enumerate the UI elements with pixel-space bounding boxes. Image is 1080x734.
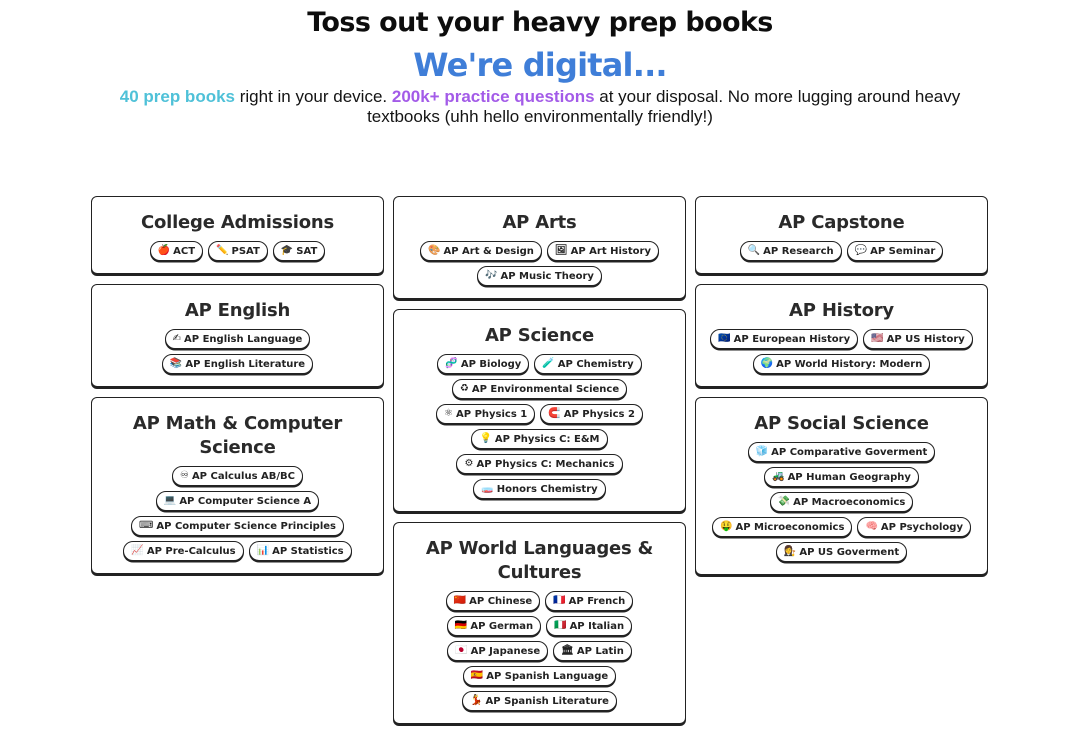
chip-label: AP Computer Science Principles (156, 520, 336, 532)
chip-list (400, 241, 679, 286)
description-text-2: at your disposal. No more lugging around heavy textbooks (uhh hello environmentally friendly!) (367, 87, 961, 126)
chip-label: ACT (173, 245, 196, 257)
judge-icon: 👩‍⚖️ (783, 546, 797, 557)
course-chip-ap-seminar[interactable] (847, 241, 944, 261)
magnet-icon: 🧲 (548, 408, 561, 419)
chip-label: AP French (568, 595, 626, 607)
category-card-ap-social-science (695, 397, 988, 575)
highlight-prep-books: 40 prep books (119, 87, 235, 106)
chip-label: AP Physics 1 (456, 408, 528, 420)
description-text-1: right in your device. (235, 87, 392, 106)
chip-list (400, 354, 679, 499)
chip-label: AP Macroeconomics (793, 496, 906, 508)
chip-label: AP Environmental Science (471, 383, 620, 395)
course-chip-ap-physics-2[interactable] (540, 404, 643, 424)
chip-label: AP Human Geography (787, 471, 911, 483)
course-chip-ap-microeconomics[interactable] (712, 517, 852, 537)
cube-icon: 🧊 (755, 446, 769, 457)
chip-label: AP Art History (570, 245, 651, 257)
course-chip-ap-european-history[interactable] (710, 329, 858, 349)
italy-flag-icon: 🇮🇹 (554, 620, 567, 631)
apple-icon: 🍎 (157, 245, 171, 256)
course-chip-ap-french[interactable] (545, 591, 633, 611)
category-card-ap-arts (393, 196, 686, 299)
chip-label: AP Chinese (469, 595, 533, 607)
chip-label: AP Microeconomics (735, 521, 845, 533)
category-card-college-admissions (91, 196, 384, 274)
gear-icon: ⚙ (464, 458, 474, 469)
chip-list (98, 329, 377, 374)
dna-icon: 🧬 (445, 358, 458, 369)
course-chip-act[interactable] (150, 241, 203, 261)
course-chip-ap-statistics[interactable] (249, 541, 352, 561)
recycle-icon: ♻ (459, 383, 469, 394)
us-flag-icon: 🇺🇸 (871, 333, 884, 344)
course-chip-ap-art-and-design[interactable] (420, 241, 542, 261)
chip-label: AP Latin (576, 645, 624, 657)
chip-list (400, 591, 679, 711)
course-chip-ap-psychology[interactable] (857, 517, 971, 537)
germany-flag-icon: 🇩🇪 (454, 620, 468, 631)
laptop-icon: 💻 (163, 495, 177, 506)
category-title: AP Science (484, 325, 595, 346)
category-title: AP Social Science (754, 413, 929, 434)
course-chip-ap-spanish-literature[interactable] (462, 691, 617, 711)
writing-hand-icon: ✍ (172, 333, 182, 344)
chip-label: AP Calculus AB/BC (191, 470, 296, 482)
course-chip-psat[interactable] (208, 241, 268, 261)
petri-dish-icon: 🧫 (481, 483, 494, 494)
speech-bubble-icon: 💬 (854, 245, 868, 256)
test-tube-icon: 🧪 (542, 358, 555, 369)
spain-flag-icon: 🇪🇸 (470, 670, 484, 681)
course-chip-ap-art-history[interactable] (547, 241, 659, 261)
chip-label: AP Statistics (272, 545, 344, 557)
japan-flag-icon: 🇯🇵 (455, 645, 468, 656)
course-chip-ap-world-history-modern[interactable] (753, 354, 931, 374)
chip-label: PSAT (231, 245, 260, 257)
chip-label: AP English Language (184, 333, 303, 345)
course-chip-ap-japanese[interactable] (447, 641, 548, 661)
category-title: AP World Languages & Cultures (425, 538, 654, 583)
chart-up-icon: 📈 (131, 545, 144, 556)
course-chip-ap-research[interactable] (740, 241, 842, 261)
course-chip-ap-german[interactable] (447, 616, 541, 636)
chip-label: Honors Chemistry (496, 483, 598, 495)
page-title: Toss out your heavy prep books (307, 7, 773, 38)
course-chip-ap-chemistry[interactable] (534, 354, 641, 374)
course-chip-ap-computer-science-principles[interactable] (131, 516, 344, 536)
page-subtitle: We're digital... (413, 46, 667, 84)
course-chip-ap-biology[interactable] (437, 354, 529, 374)
column-1 (91, 196, 384, 584)
course-chip-ap-english-literature[interactable] (162, 354, 313, 374)
category-title: AP Math & Computer Science (132, 413, 343, 458)
chip-label: AP US History (886, 333, 965, 345)
category-card-ap-math-and-computer-science (91, 397, 384, 574)
china-flag-icon: 🇨🇳 (453, 595, 467, 606)
music-notes-icon: 🎶 (485, 270, 498, 281)
classical-building-icon: 🏛 (561, 645, 574, 656)
column-2 (393, 196, 686, 734)
course-chip-ap-comparative-goverment[interactable] (748, 442, 936, 462)
chip-label: AP Research (763, 245, 834, 257)
chip-label: AP Italian (569, 620, 625, 632)
eu-flag-icon: 🇪🇺 (718, 333, 731, 344)
course-chip-ap-us-history[interactable] (863, 329, 973, 349)
category-card-ap-capstone (695, 196, 988, 274)
course-chip-ap-human-geography[interactable] (764, 467, 919, 487)
chip-list (98, 466, 377, 561)
chip-list (702, 241, 981, 261)
category-card-ap-science (393, 309, 686, 512)
chip-label: AP Physics 2 (563, 408, 635, 420)
chip-label: AP Pre-Calculus (146, 545, 236, 557)
atom-icon: ⚛ (444, 408, 454, 419)
chip-list (702, 442, 981, 562)
chip-label: AP Comparative Goverment (771, 446, 928, 458)
chip-label: AP European History (733, 333, 851, 345)
course-chip-ap-pre-calculus[interactable] (123, 541, 243, 561)
magnifier-icon: 🔍 (747, 245, 761, 256)
france-flag-icon: 🇫🇷 (553, 595, 566, 606)
course-chip-ap-macroeconomics[interactable] (770, 492, 914, 512)
infinity-icon: ♾ (179, 470, 189, 481)
category-card-ap-history (695, 284, 988, 387)
course-chip-ap-spanish-language[interactable] (463, 666, 616, 686)
course-chip-ap-music-theory[interactable] (477, 266, 602, 286)
chip-label: AP Seminar (870, 245, 936, 257)
chip-list (98, 241, 377, 261)
palette-icon: 🎨 (428, 245, 441, 256)
chip-label: AP Japanese (470, 645, 541, 657)
brain-icon: 🧠 (865, 521, 878, 532)
chip-label: AP English Literature (185, 358, 306, 370)
hero-description (90, 87, 990, 127)
chip-label: AP German (470, 620, 534, 632)
chip-label: AP Biology (460, 358, 522, 370)
hero-section (0, 0, 1080, 127)
tractor-icon: 🚜 (772, 471, 785, 482)
course-chip-ap-us-goverment[interactable] (776, 542, 907, 562)
category-title: AP Arts (502, 212, 577, 233)
chip-label: AP Art & Design (443, 245, 534, 257)
course-chip-ap-physics-c-eandm[interactable] (471, 429, 607, 449)
bar-chart-icon: 📊 (256, 545, 270, 556)
chip-label: AP Physics C: Mechanics (476, 458, 615, 470)
chip-label: SAT (296, 245, 318, 257)
course-chip-ap-environmental-science[interactable] (452, 379, 627, 399)
course-chip-ap-computer-science-a[interactable] (156, 491, 319, 511)
pencil-icon: ✏️ (216, 245, 229, 256)
chip-label: AP Chemistry (557, 358, 634, 370)
chip-label: AP Spanish Literature (485, 695, 609, 707)
framed-picture-icon: 🖼 (554, 245, 568, 256)
highlight-practice-questions: 200k+ practice questions (391, 87, 595, 106)
course-chip-ap-calculus-ab-bc[interactable] (172, 466, 303, 486)
globe-icon: 🌍 (760, 358, 774, 369)
dancer-icon: 💃 (470, 695, 483, 706)
category-title: College Admissions (140, 212, 335, 233)
course-chip-ap-chinese[interactable] (446, 591, 541, 611)
course-chip-ap-english-language[interactable] (165, 329, 311, 349)
light-bulb-icon: 💡 (479, 433, 492, 444)
course-chip-ap-physics-c-mechanics[interactable] (456, 454, 622, 474)
keyboard-icon: ⌨ (138, 520, 154, 531)
chip-label: AP Psychology (880, 521, 963, 533)
chip-label: AP Spanish Language (486, 670, 609, 682)
category-title: AP History (789, 300, 894, 321)
course-chip-ap-italian[interactable] (546, 616, 632, 636)
money-icon: 💸 (777, 496, 791, 507)
chip-label: AP Computer Science A (179, 495, 312, 507)
category-title: AP English (184, 300, 291, 321)
column-3 (695, 196, 988, 585)
money-face-icon: 🤑 (720, 521, 733, 532)
chip-label: AP World History: Modern (776, 358, 923, 370)
course-chip-sat[interactable] (273, 241, 325, 261)
course-chip-ap-physics-1[interactable] (436, 404, 535, 424)
category-title: AP Capstone (778, 212, 905, 233)
course-chip-ap-latin[interactable] (553, 641, 632, 661)
chip-label: AP Physics C: E&M (494, 433, 600, 445)
books-icon: 📚 (169, 358, 183, 369)
category-card-ap-english (91, 284, 384, 387)
category-card-ap-world-languages-and-cultures (393, 522, 686, 724)
chip-label: AP Music Theory (500, 270, 594, 282)
course-chip-honors-chemistry[interactable] (473, 479, 605, 499)
graduation-cap-icon: 🎓 (280, 245, 294, 256)
chip-list (702, 329, 981, 374)
chip-label: AP US Goverment (799, 546, 900, 558)
